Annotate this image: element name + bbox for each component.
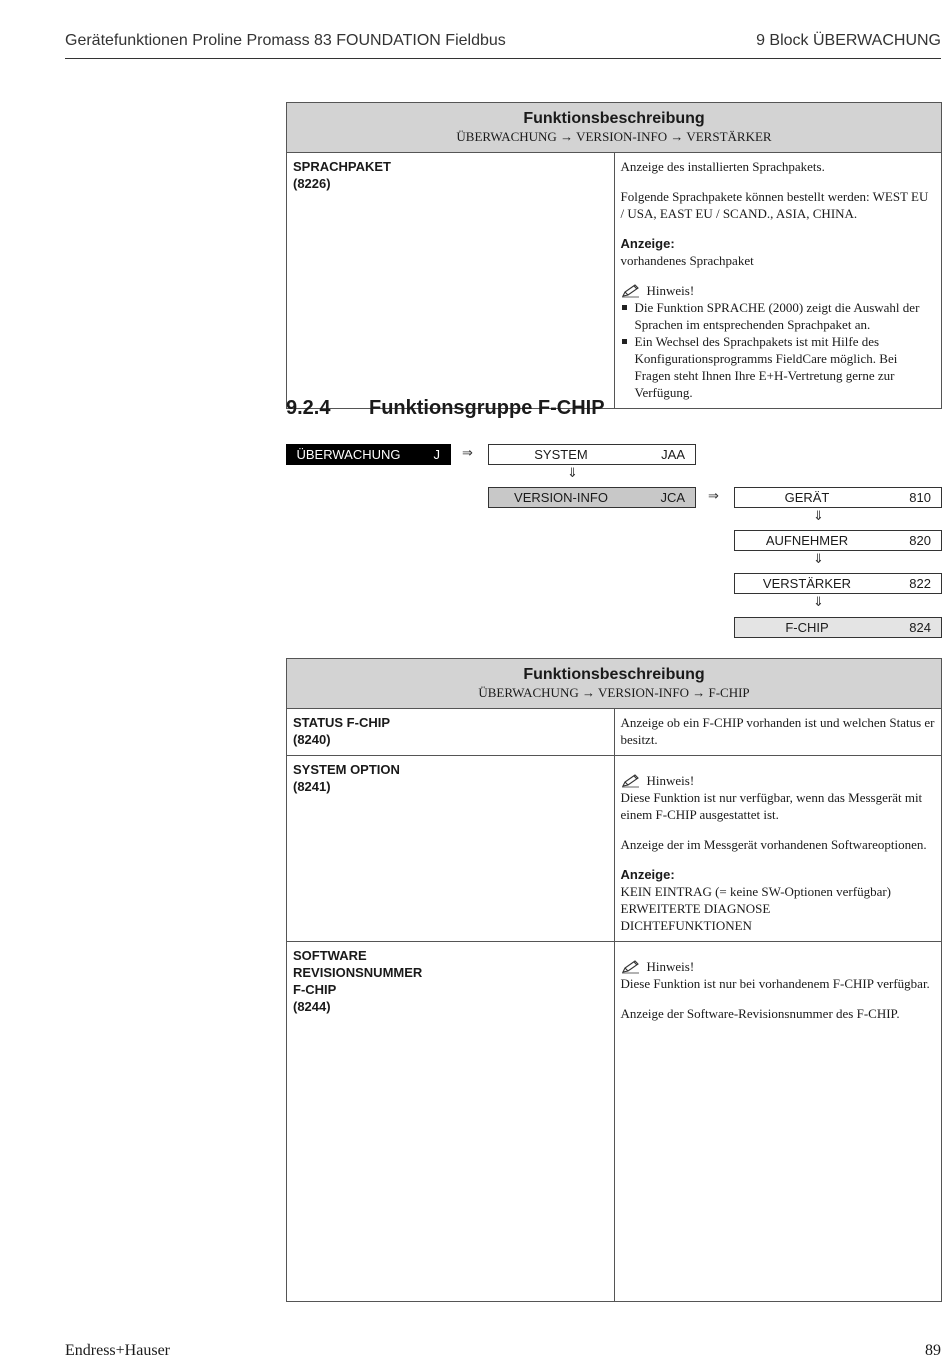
nav-code: 824 xyxy=(909,620,931,635)
table-row xyxy=(287,942,942,1302)
function-table-verstaerker xyxy=(286,102,942,409)
function-name-cell xyxy=(287,709,615,756)
table-path: ÜBERWACHUNG → VERSION-INFO → VERSTÄRKER xyxy=(456,129,772,144)
note-list xyxy=(621,299,936,401)
running-header-chapter: 9 Block ÜBERWACHUNG xyxy=(756,32,941,49)
nav-label: GERÄT xyxy=(784,490,830,505)
table-row xyxy=(287,709,942,756)
note-heading xyxy=(621,958,936,975)
down-arrow-icon: ⇓ xyxy=(813,552,824,567)
function-description-cell xyxy=(614,153,942,409)
function-code: (8240) xyxy=(293,732,331,747)
note-label: Hinweis! xyxy=(646,283,695,298)
display-label: Anzeige: xyxy=(620,867,675,882)
list-item: Ein Wechsel des Sprachpakets ist mit Hilfe des Konfigurationsprogramms FieldCare möglich. Bei Fragen steht Ihnen Ihre E+H-Vertretung gerne zur Verfügung. xyxy=(621,333,936,401)
description-text: Anzeige der im Messgerät vorhandenen Softwareoptionen. xyxy=(620,837,927,852)
table-row xyxy=(287,756,942,942)
table-header xyxy=(287,103,942,153)
right-arrow-icon: ⇒ xyxy=(708,489,719,504)
table-path: ÜBERWACHUNG → VERSION-INFO → F-CHIP xyxy=(478,685,750,700)
display-value: ERWEITERTE DIAGNOSE xyxy=(620,901,771,916)
down-arrow-icon: ⇓ xyxy=(813,595,824,610)
header-rule xyxy=(65,58,941,59)
function-name: REVISIONSNUMMER xyxy=(293,965,423,980)
display-label: Anzeige: xyxy=(620,236,675,251)
function-code: (8241) xyxy=(293,779,331,794)
table-title: Funktionsbeschreibung xyxy=(523,666,705,683)
function-name-cell xyxy=(287,942,615,1302)
table-title: Funktionsbeschreibung xyxy=(523,110,705,127)
display-value: vorhandenes Sprachpaket xyxy=(620,253,754,268)
function-name: STATUS F-CHIP xyxy=(293,715,391,730)
right-arrow-icon: ⇒ xyxy=(462,446,473,461)
function-name: SPRACHPAKET xyxy=(293,159,391,174)
footer-brand: Endress+Hauser xyxy=(65,1342,170,1359)
down-arrow-icon: ⇓ xyxy=(813,509,824,524)
note-heading xyxy=(621,772,936,789)
description-text: Anzeige ob ein F-CHIP vorhanden ist und welchen Status er besitzt. xyxy=(620,715,935,747)
nav-label: VERSION-INFO xyxy=(514,490,608,505)
function-code: (8226) xyxy=(293,176,331,191)
down-arrow-icon: ⇓ xyxy=(567,466,578,481)
display-block xyxy=(621,866,936,934)
function-name: SYSTEM OPTION xyxy=(293,762,400,777)
description-text: Anzeige des installierten Sprachpakets. xyxy=(620,159,825,174)
nav-group-geraet xyxy=(734,487,942,508)
note-text: Diese Funktion ist nur verfügbar, wenn das Messgerät mit einem F-CHIP ausgestattet ist. xyxy=(620,790,923,822)
pencil-note-icon xyxy=(621,774,641,788)
function-description-cell xyxy=(614,709,942,756)
nav-code: 820 xyxy=(909,533,931,548)
nav-code: 810 xyxy=(909,490,931,505)
nav-label: ÜBERWACHUNG xyxy=(296,447,401,462)
nav-label: F-CHIP xyxy=(785,620,829,635)
list-item: Die Funktion SPRACHE (2000) zeigt die Auswahl der Sprachen im entsprechenden Sprachpaket an. xyxy=(621,299,936,333)
function-description-cell xyxy=(614,942,942,1302)
function-name: SOFTWARE xyxy=(293,948,367,963)
description-text: Anzeige der Software-Revisionsnummer des F-CHIP. xyxy=(620,1006,900,1021)
nav-code: JCA xyxy=(660,490,685,505)
table-row xyxy=(287,153,942,409)
nav-group-f-chip xyxy=(734,617,942,638)
page-number: 89 xyxy=(925,1342,941,1359)
nav-label: SYSTEM xyxy=(534,447,588,462)
nav-label: VERSTÄRKER xyxy=(762,576,852,591)
note-label: Hinweis! xyxy=(646,773,695,788)
function-name: F-CHIP xyxy=(293,982,337,997)
table-header xyxy=(287,659,942,709)
function-name-cell xyxy=(287,153,615,409)
section-number: 9.2.4 xyxy=(286,397,331,419)
display-block xyxy=(621,235,936,269)
nav-code: 822 xyxy=(909,576,931,591)
note-heading xyxy=(621,282,936,299)
nav-group-verstaerker xyxy=(734,573,942,594)
function-table-f-chip xyxy=(286,658,942,1302)
description-text: Folgende Sprachpakete können bestellt werden: WEST EU / USA, EAST EU / SCAND., ASIA, CHINA. xyxy=(620,189,929,221)
display-value: DICHTEFUNKTIONEN xyxy=(620,918,752,933)
function-code: (8244) xyxy=(293,999,331,1014)
nav-code: J xyxy=(433,447,440,462)
note-label: Hinweis! xyxy=(646,959,695,974)
section-heading xyxy=(286,397,605,420)
function-description-cell xyxy=(614,756,942,942)
nav-group-version-info xyxy=(488,487,696,508)
nav-group-system xyxy=(488,444,696,465)
running-header-title: Gerätefunktionen Proline Promass 83 FOUNDATION Fieldbus xyxy=(65,32,506,49)
nav-block-ueberwachung xyxy=(286,444,451,465)
nav-code: JAA xyxy=(661,447,685,462)
section-title: Funktionsgruppe F-CHIP xyxy=(369,397,605,419)
function-name-cell xyxy=(287,756,615,942)
display-value: KEIN EINTRAG (= keine SW-Optionen verfügbar) xyxy=(620,884,892,899)
pencil-note-icon xyxy=(621,284,641,298)
nav-group-aufnehmer xyxy=(734,530,942,551)
nav-label: AUFNEHMER xyxy=(765,533,849,548)
note-text: Diese Funktion ist nur bei vorhandenem F-CHIP verfügbar. xyxy=(620,976,930,991)
pencil-note-icon xyxy=(621,960,641,974)
